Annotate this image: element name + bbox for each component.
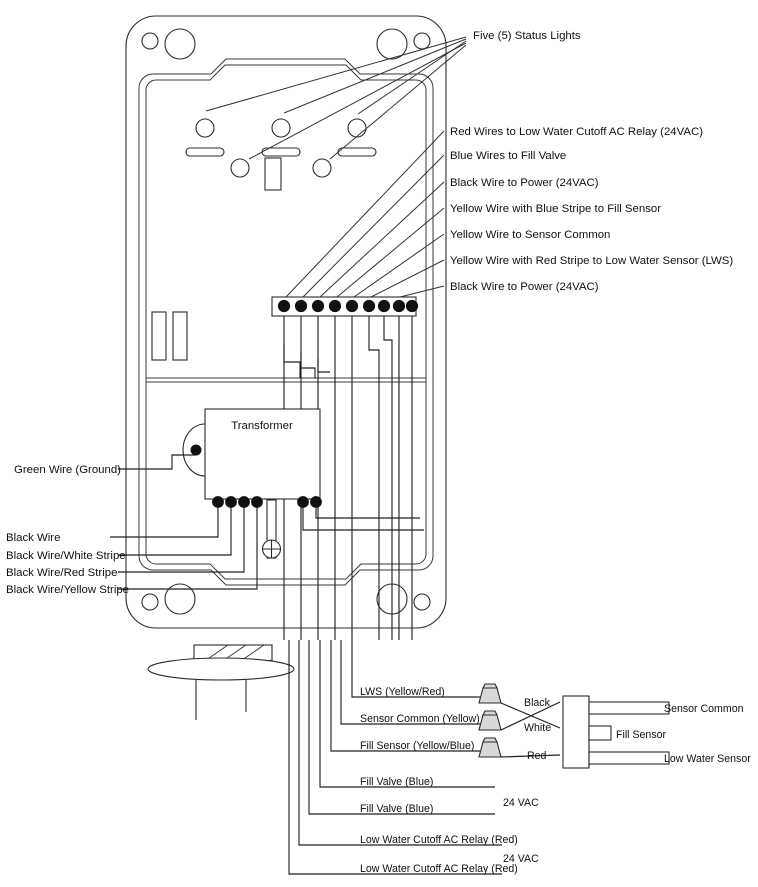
internal-divider [146, 378, 426, 382]
wire-nut-2 [479, 711, 501, 730]
voltage-label-1: 24 VAC [503, 853, 539, 865]
stair-routing [284, 345, 330, 378]
left-label-0: Green Wire (Ground) [14, 464, 121, 476]
left-label-3: Black Wire/Red Stripe [6, 567, 118, 579]
indicator-block [265, 158, 281, 190]
bottom-wire-label-3: Fill Valve (Blue) [360, 776, 434, 788]
voltage-label-list [503, 797, 539, 865]
probe-low-water-sensor [589, 752, 669, 764]
transformer-label: Transformer [231, 420, 293, 432]
status-lights-note: Five (5) Status Lights [473, 30, 581, 42]
connector-label-black: Black [524, 697, 550, 709]
conduit-flange [148, 658, 294, 680]
probe-label-2: Low Water Sensor [664, 753, 751, 765]
terminal-block [272, 297, 418, 316]
sensor-body [563, 696, 589, 768]
wire-connectors [479, 684, 501, 757]
right-label-5: Yellow Wire with Red Stripe to Low Water Sensor (LWS) [450, 255, 734, 267]
connector-label-white: White [524, 722, 552, 734]
right-label-0: Red Wires to Low Water Cutoff AC Relay (24VAC) [450, 126, 704, 138]
left-label-1: Black Wire [6, 532, 61, 544]
probe-sensor-common [589, 702, 669, 714]
right-label-1: Blue Wires to Fill Valve [450, 150, 567, 162]
left-label-list [6, 464, 129, 596]
bottom-wire-label-6: Low Water Cutoff AC Relay (Red) [360, 863, 518, 875]
conduit-fitting [148, 645, 294, 720]
status-light-4 [231, 159, 249, 177]
probe-label-0: Sensor Common [664, 703, 744, 715]
probe-label-1: Fill Sensor [616, 729, 667, 741]
internal-components [152, 312, 187, 360]
right-label-4: Yellow Wire to Sensor Common [450, 229, 611, 241]
probe-fill-sensor [589, 726, 611, 740]
bottom-wire-label-0: LWS (Yellow/Red) [360, 686, 445, 698]
left-label-4: Black Wire/Yellow Stripe [6, 584, 130, 596]
wire-nut-1 [479, 684, 501, 703]
transformer-right-wires [303, 507, 424, 530]
left-label-2: Black Wire/White Stripe [6, 550, 126, 562]
connector-label-red: Red [527, 750, 547, 762]
right-label-6: Black Wire to Power (24VAC) [450, 281, 599, 293]
status-light-2 [272, 119, 290, 137]
bottom-wire-label-2: Fill Sensor (Yellow/Blue) [360, 740, 475, 752]
status-light-3 [348, 119, 366, 137]
transformer-left-wires [110, 507, 257, 589]
right-label-list [450, 126, 733, 293]
status-light-5 [313, 159, 331, 177]
right-label-2: Black Wire to Power (24VAC) [450, 177, 599, 189]
bottom-wire-label-4: Fill Valve (Blue) [360, 803, 434, 815]
right-label-3: Yellow Wire with Blue Stripe to Fill Sensor [450, 203, 662, 215]
bottom-wire-label-5: Low Water Cutoff AC Relay (Red) [360, 834, 518, 846]
status-light-1 [196, 119, 214, 137]
status-light-leaders [206, 37, 466, 159]
voltage-label-0: 24 VAC [503, 797, 539, 809]
terminal-dots [278, 300, 417, 311]
wire-nut-3 [479, 738, 501, 757]
connector-label-list [524, 697, 551, 762]
bottom-wire-label-1: Sensor Common (Yellow) [360, 713, 480, 725]
status-lights-group [186, 119, 376, 190]
